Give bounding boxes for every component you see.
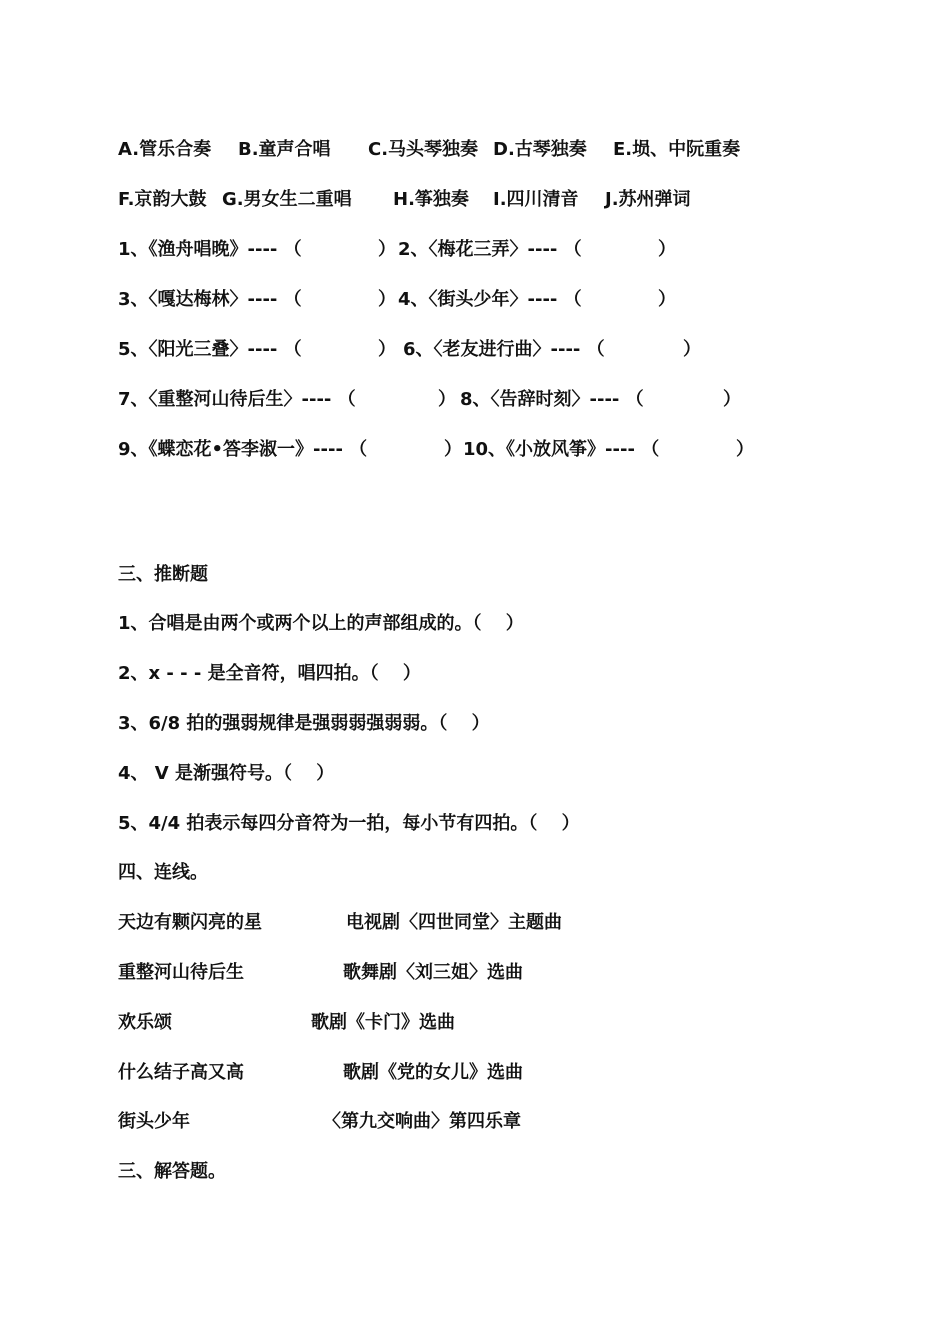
option-i: I.四川清音 [493,189,579,210]
option-d: D.古琴独奏 [493,139,587,160]
matching-blank-close: ） [378,239,396,260]
section-judge-title: 三、推断题 [118,564,208,585]
connect-right-1: 电视剧〈四世同堂〉主题曲 [346,912,562,933]
matching-blank-close: ） [438,389,456,410]
matching-blank-close: ） [378,339,396,360]
matching-blank-close: ） [658,239,676,260]
option-a: A.管乐合奏 [118,139,212,160]
section-answer-title: 三、解答题。 [118,1161,226,1182]
matching-item-7: 7、〈重整河山待后生〉---- （ [118,389,356,410]
judge-item-4: 4、 V 是渐强符号。（ ） [118,763,335,784]
matching-blank-close: ） [683,339,701,360]
matching-blank-close: ） [736,439,754,460]
option-g: G.男女生二重唱 [222,189,352,210]
judge-item-1: 1、合唱是由两个或两个以上的声部组成的。（ ） [118,613,524,634]
option-c: C.马头琴独奏 [368,139,479,160]
matching-blank-close: ） [444,439,462,460]
matching-item-6: 6、〈老友进行曲〉---- （ [403,339,605,360]
option-f: F.京韵大鼓 [118,189,207,210]
matching-row-5 [118,438,754,558]
matching-item-8: 8、〈告辞时刻〉---- （ [460,389,644,410]
matching-item-3: 3、〈嘎达梅林〉---- （ [118,289,302,310]
matching-item-9: 9、《蝶恋花•答李淑一》---- （ [118,439,368,460]
matching-blank-close: ） [658,289,676,310]
matching-blank-close: ） [378,289,396,310]
connect-left-5: 街头少年 [118,1111,190,1132]
matching-item-4: 4、〈街头少年〉---- （ [398,289,582,310]
matching-item-1: 1、《渔舟唱晚》---- （ [118,239,302,260]
judge-item-5: 5、4/4 拍表示每四分音符为一拍，每小节有四拍。（ ） [118,813,580,834]
connect-left-3: 欢乐颂 [118,1012,172,1033]
option-b: B.童声合唱 [238,139,331,160]
judge-item-3: 3、6/8 拍的强弱规律是强弱弱强弱弱。（ ） [118,713,490,734]
matching-item-10: 10、《小放风筝》---- （ [463,439,660,460]
section-connect-title: 四、连线。 [118,862,208,883]
connect-right-2: 歌舞剧〈刘三姐〉选曲 [343,962,523,983]
option-e: E.埙、中阮重奏 [613,139,741,160]
judge-item-2: 2、x - - - 是全音符，唱四拍。（ ） [118,663,421,684]
matching-blank-close: ） [723,389,741,410]
connect-right-5: 〈第九交响曲〉第四乐章 [323,1111,521,1132]
matching-item-5: 5、〈阳光三叠〉---- （ [118,339,302,360]
connect-right-3: 歌剧《卡门》选曲 [311,1012,455,1033]
option-h: H.筝独奏 [393,189,469,210]
matching-item-2: 2、〈梅花三弄〉---- （ [398,239,582,260]
connect-right-4: 歌剧《党的女儿》选曲 [343,1062,523,1083]
connect-left-2: 重整河山待后生 [118,962,244,983]
option-j: J.苏州弹词 [605,189,691,210]
connect-left-1: 天边有颗闪亮的星 [118,912,262,933]
connect-left-4: 什么结子高又高 [118,1062,244,1083]
